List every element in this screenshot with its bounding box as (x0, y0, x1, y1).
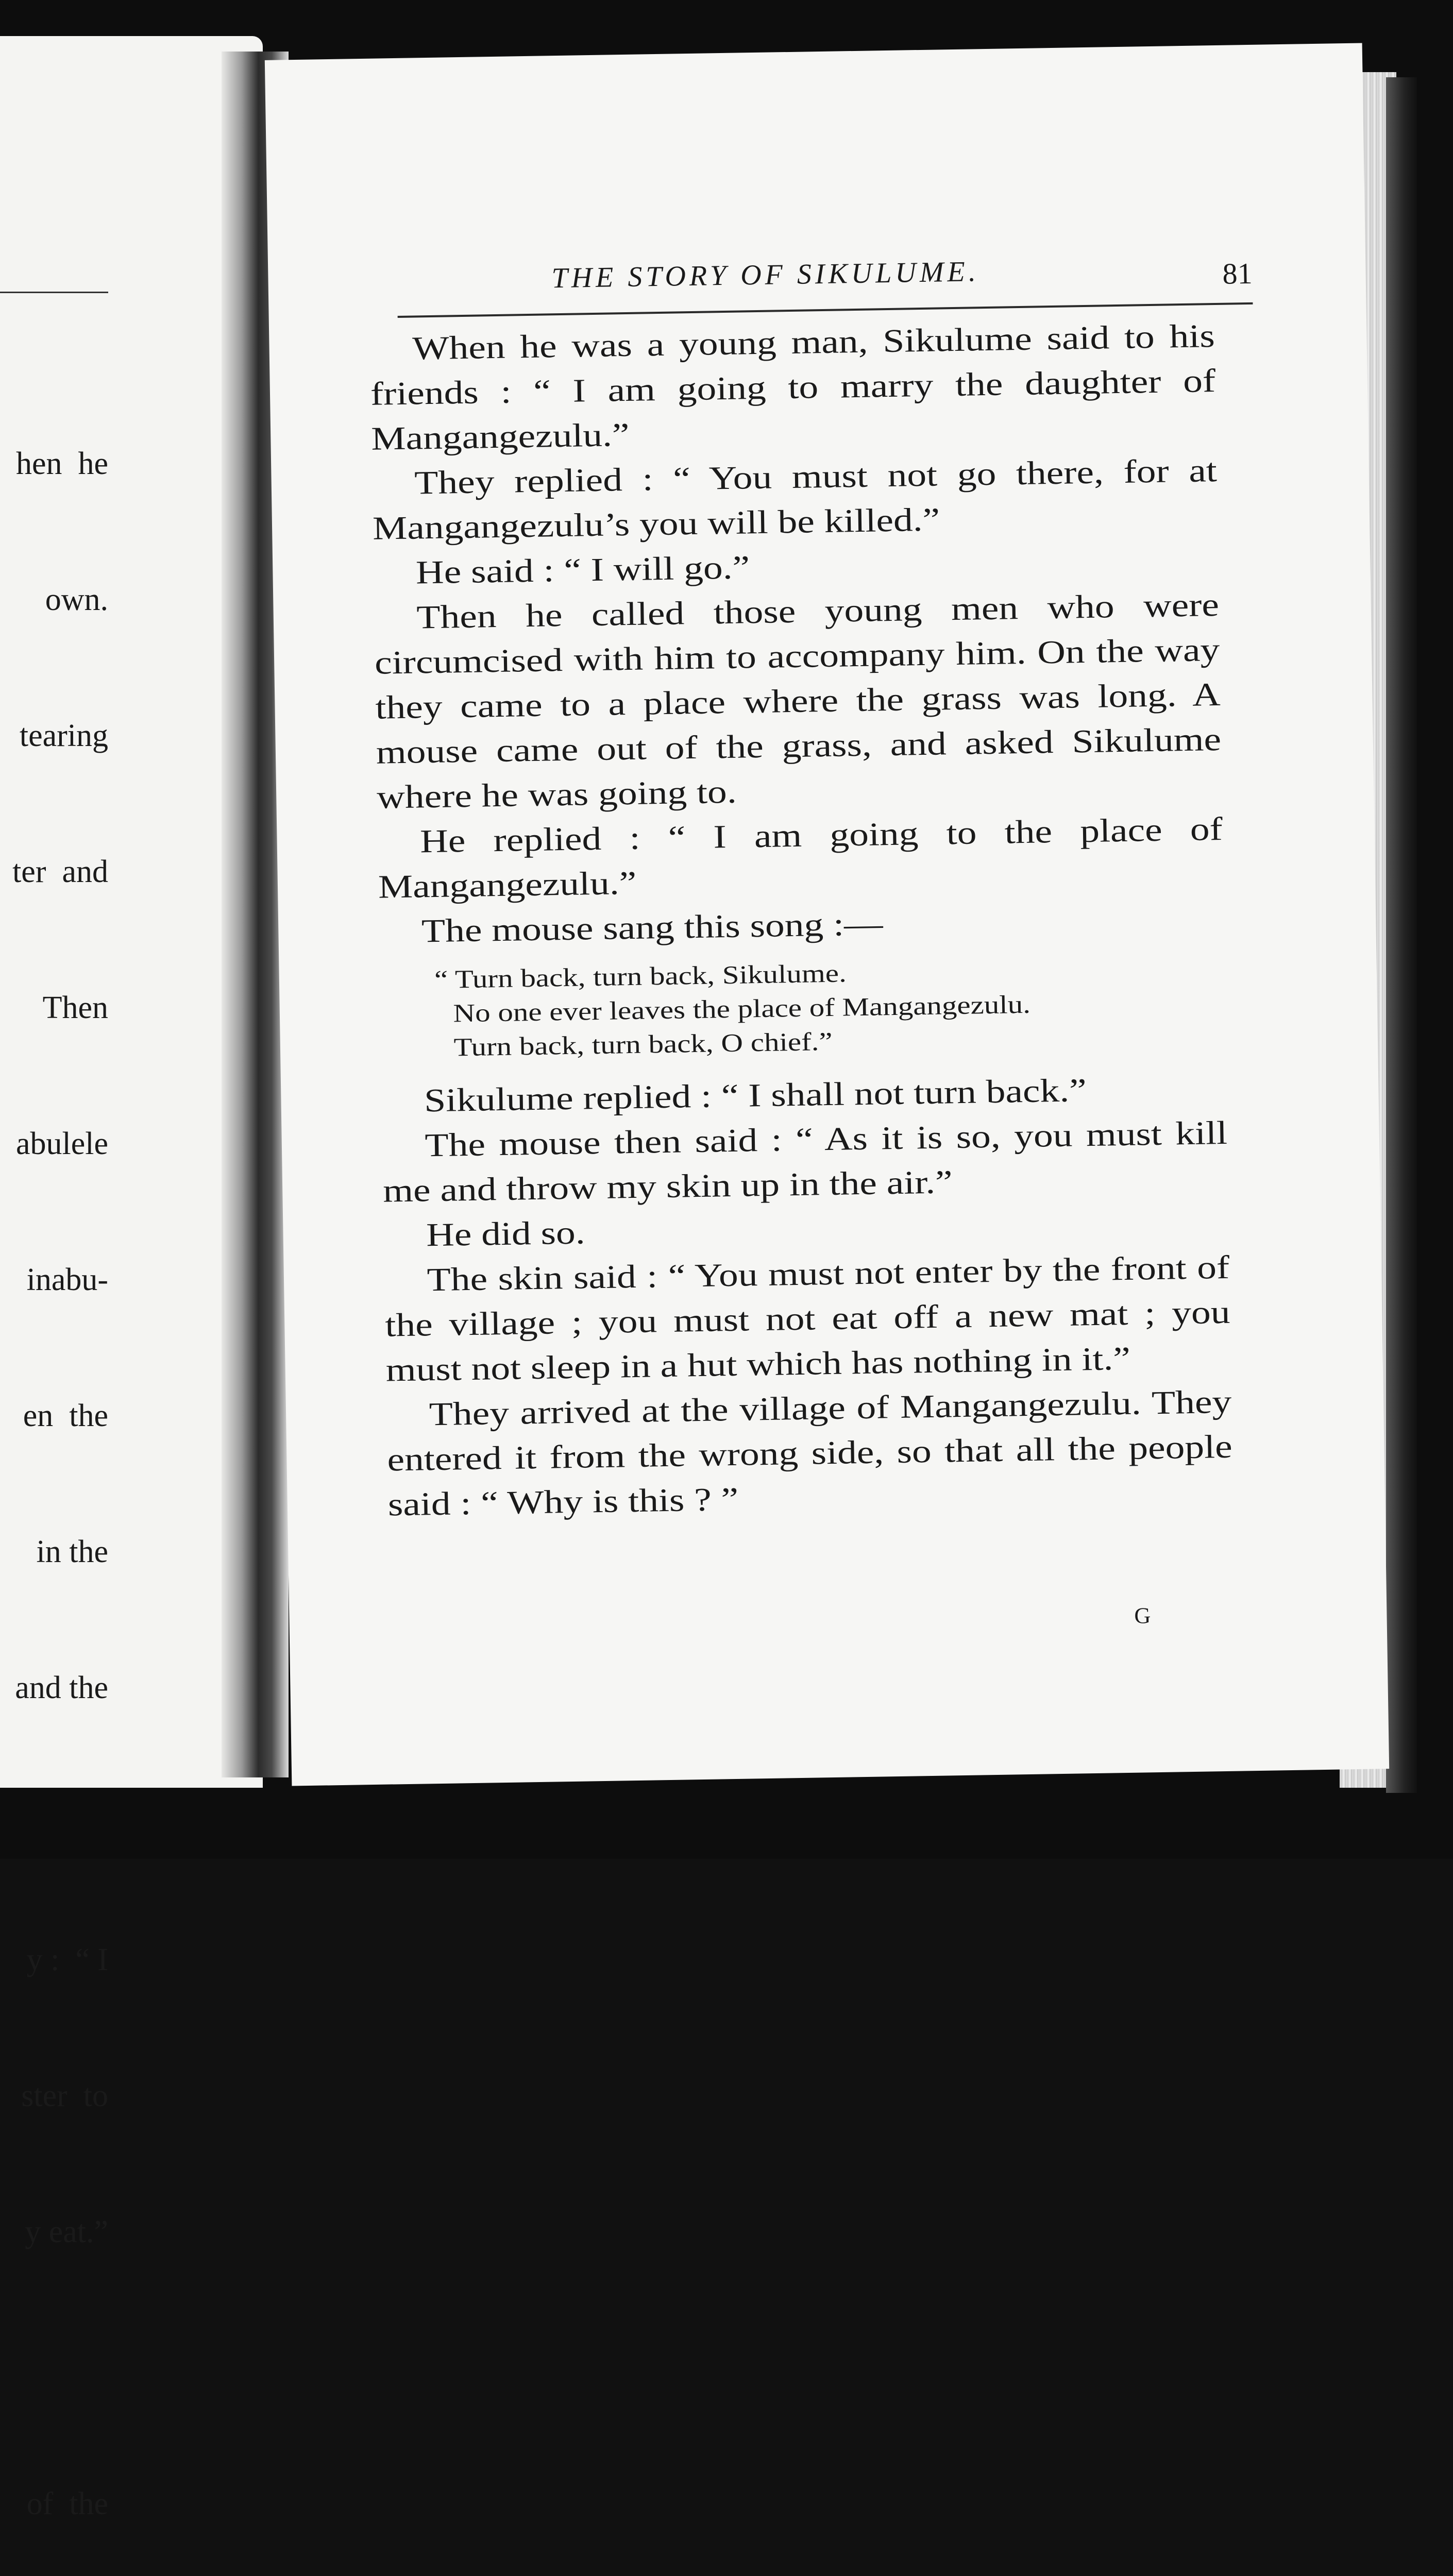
right-page (265, 43, 1389, 1786)
left-line: and the (15, 1670, 108, 1705)
paragraph: He replied : “ I am going to the place of Mangangezulu.” (378, 810, 1223, 905)
left-line: en the (23, 1398, 108, 1433)
left-line: inabu- (26, 1262, 108, 1297)
left-line: tearing (19, 718, 108, 753)
signature-mark: G (1134, 1603, 1151, 1629)
left-line: ster to (21, 2078, 108, 2113)
left-line: abulele (15, 1126, 108, 1161)
left-line: Then (42, 990, 108, 1025)
paragraph: He said : “ I will go.” (415, 549, 750, 591)
paragraph: He did so. (426, 1214, 586, 1253)
left-page-rule (0, 292, 108, 293)
paragraph: The skin said : “ You must not enter by the front of the village ; you must not eat off a new mat ; you must not sleep in a hut which has nothing in it.” (384, 1248, 1230, 1388)
left-line: y : “ I (26, 1942, 108, 1977)
left-line (0, 2345, 108, 2391)
song-verse (379, 950, 1226, 1065)
paragraph: The mouse sang this song :— (421, 905, 884, 950)
left-line: y eat.” (25, 2214, 108, 2249)
song-line: No one ever leaves the place of Mangangezulu. (453, 989, 1031, 1028)
song-line: “ Turn back, turn back, Sikulume. (434, 958, 847, 994)
cover-edge (1386, 77, 1417, 1793)
paragraph: They arrived at the village of Mangangezulu. They entered it from the wrong side, so that all the people said : “ Why is this ? ” (386, 1383, 1233, 1523)
page-number: 81 (1222, 256, 1253, 291)
running-title: THE STORY OF SIKULUME. (551, 256, 980, 295)
paragraph: The mouse then said : “ As it is so, you must kill me and throw my skin up in the air.” (382, 1114, 1228, 1209)
body-text (369, 313, 1234, 1527)
left-line: of the (26, 2486, 108, 2521)
song-line: Turn back, turn back, O chief.” (453, 1026, 833, 1062)
left-line (0, 1801, 108, 1846)
paragraph: Then he called those young men who were circumcised with him to accompany him. On the way they came to a place where the grass was long. A mouse came out of the grass, and asked Sikulume where he was going to. (374, 586, 1222, 816)
left-line: hen he (15, 446, 108, 481)
paragraph: Sikulume replied : “ I shall not turn back.” (424, 1072, 1087, 1119)
left-line: in the (36, 1534, 108, 1569)
running-head (397, 251, 1253, 321)
paragraph: When he was a young man, Sikulume said to his friends : “ I am going to marry the daughter of Mangangezulu.” (370, 317, 1216, 457)
left-page-text (0, 350, 108, 2576)
left-line: own. (45, 582, 108, 617)
left-line: ter and (12, 854, 108, 889)
paragraph: They replied : “ You must not go there, for at Mangangezulu’s you will be killed.” (372, 452, 1218, 547)
